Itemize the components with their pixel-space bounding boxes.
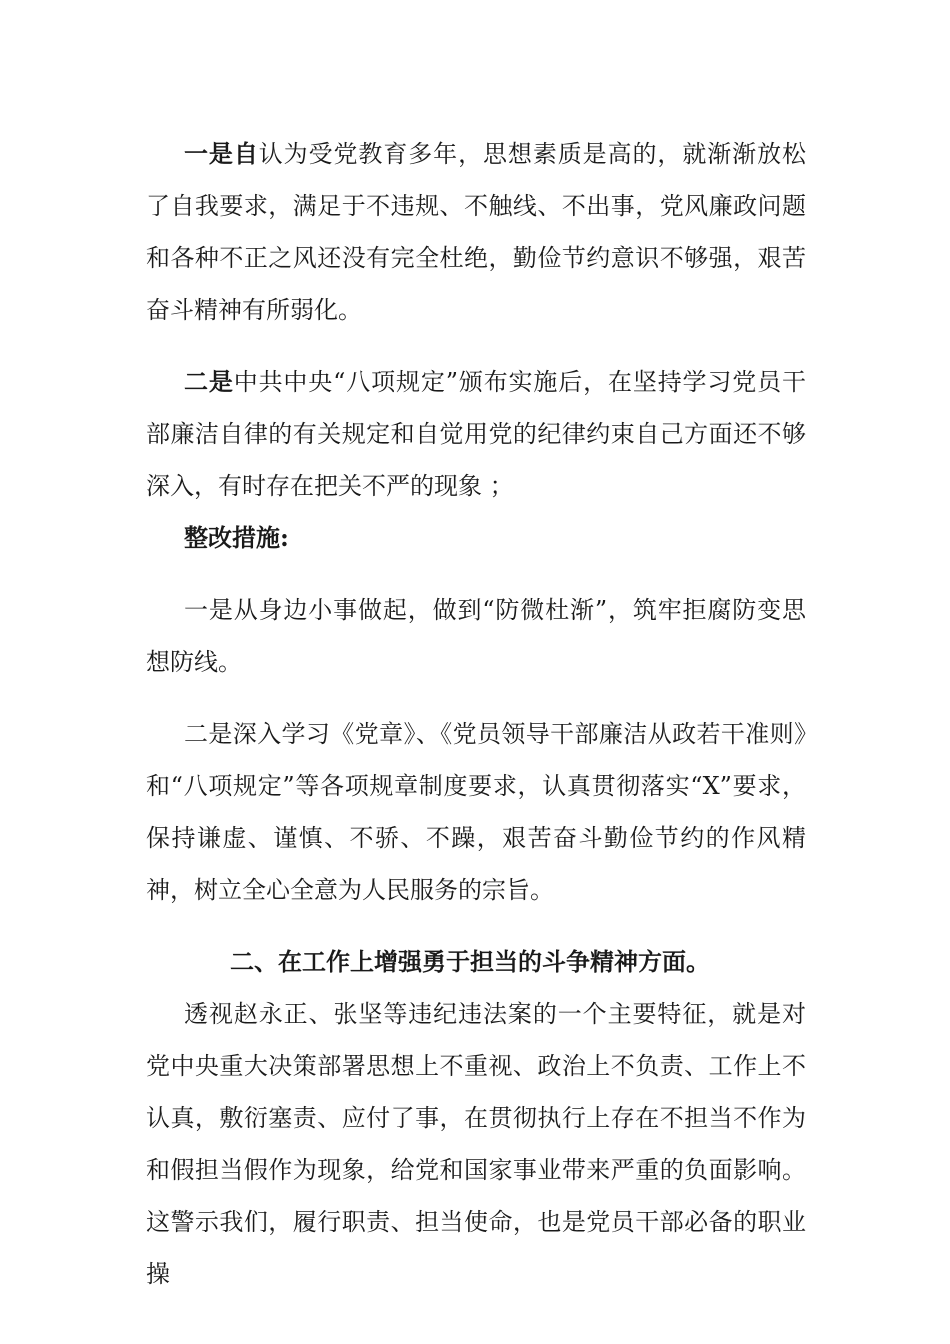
paragraph-measure-two: 二是深入学习《党章》、《党员领导干部廉洁从政若干准则》和“八项规定”等各项规章制度要求，认真贯彻落实“X”要求，保持谦虚、谨慎、不骄、不躁，艰苦奋斗勤俭节约的作风精神，树立全心全意为人民服务的宗旨。 <box>146 720 806 904</box>
paragraph-lead: 二是 <box>184 367 234 396</box>
document-body <box>146 128 806 1300</box>
paragraph-measure-one: 一是从身边小事做起，做到“防微杜渐”，筑牢拒腐防变思想防线。 <box>146 596 806 676</box>
paragraph-lead: 一是自 <box>184 139 259 168</box>
paragraph-text: 中共中央“八项规定”颁布实施后，在坚持学习党员干部廉洁自律的有关规定和自觉用党的纪律约束自己方面还不够深入，有时存在把关不严的现象 ； <box>146 368 806 500</box>
section-heading-work: 二、在工作上增强勇于担当的斗争精神方面。 <box>230 947 710 976</box>
paragraph-eight-rules <box>146 356 806 512</box>
paragraph-text: 认为受党教育多年，思想素质是高的，就渐渐放松了自我要求，满足于不违规、不触线、不出事，党风廉政问题和各种不正之风还没有完全杜绝，勤俭节约意识不够强，艰苦奋斗精神有所弱化。 <box>146 140 806 324</box>
paragraph-case-analysis: 透视赵永正、张坚等违纪违法案的一个主要特征，就是对党中央重大决策部署思想上不重视、政治上不负责、工作上不认真，敷衍塞责、应付了事，在贯彻执行上存在不担当不作为和假担当假作为现象，给党和国家事业带来严重的负面影响。这警示我们，履行职责、担当使命，也是党员干部必备的职业操 <box>146 1000 806 1288</box>
paragraph-self-discipline <box>146 128 806 336</box>
heading-rectification-measures: 整改措施: <box>184 523 289 552</box>
